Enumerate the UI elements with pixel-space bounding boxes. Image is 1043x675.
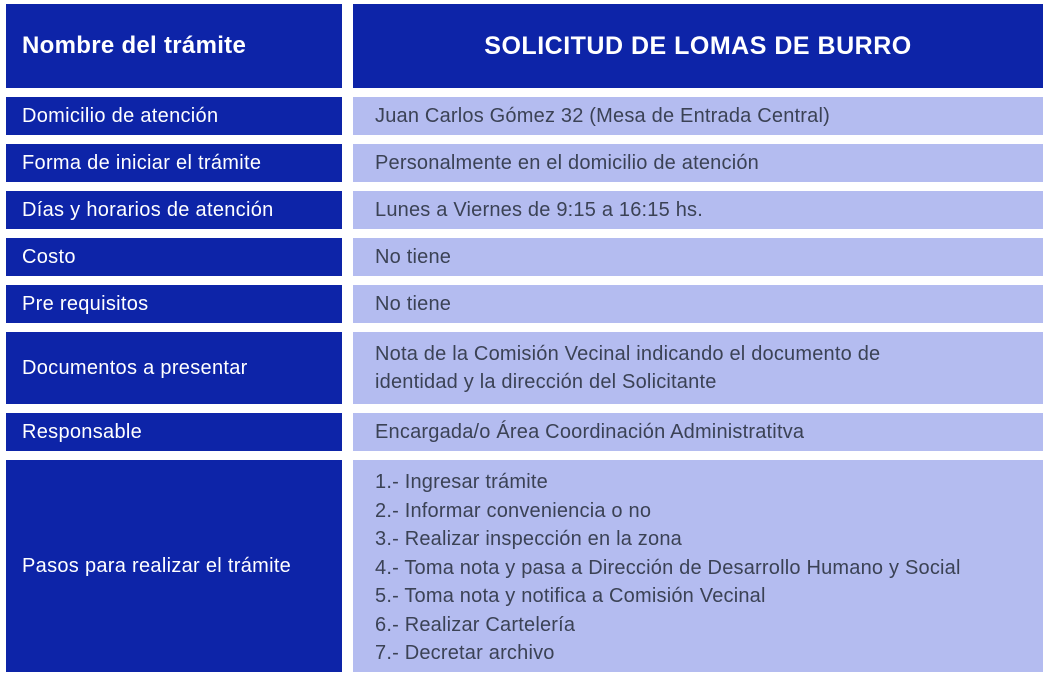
label-cell-pasos — [6, 460, 342, 672]
value-cell-documentos — [353, 332, 1043, 404]
row-value: No tiene — [375, 245, 452, 268]
value-cell-pre-requisitos — [353, 285, 1043, 323]
value-cell-responsable — [353, 413, 1043, 451]
row-value: Nota de la Comisión Vecinal indicando el documento de identidad y la dirección del Solicitante — [375, 343, 881, 393]
value-cell-pasos — [353, 460, 1043, 672]
label-cell-forma — [6, 144, 342, 182]
row-label: Costo — [22, 245, 76, 268]
row-label: Pre requisitos — [22, 292, 149, 315]
label-cell-pre-requisitos — [6, 285, 342, 323]
label-cell-responsable — [6, 413, 342, 451]
row-label: Días y horarios de atención — [22, 198, 274, 221]
row-documentos — [6, 332, 1043, 404]
step-item: 1.- Ingresar trámite — [375, 471, 548, 494]
header-row — [6, 4, 1043, 88]
row-label: Pasos para realizar el trámite — [22, 554, 292, 577]
step-item: 2.- Informar conveniencia o no — [375, 499, 652, 522]
row-domicilio-de-atencion — [6, 97, 1043, 135]
value-cell-forma — [353, 144, 1043, 182]
row-value: Encargada/o Área Coordinación Administratitva — [375, 420, 805, 443]
label-cell-dias — [6, 191, 342, 229]
row-costo — [6, 238, 1043, 276]
label-cell-domicilio — [6, 97, 342, 135]
procedure-title-cell — [353, 4, 1043, 88]
row-pasos — [6, 460, 1043, 672]
row-dias-horarios — [6, 191, 1043, 229]
row-responsable — [6, 413, 1043, 451]
row-value: No tiene — [375, 292, 452, 315]
step-item: 7.- Decretar archivo — [375, 642, 555, 665]
step-item: 5.- Toma nota y notifica a Comisión Vecinal — [375, 585, 766, 608]
procedure-name-label-cell — [6, 4, 342, 88]
row-label: Domicilio de atención — [22, 104, 219, 127]
row-value: Lunes a Viernes de 9:15 a 16:15 hs. — [375, 198, 703, 221]
value-cell-domicilio — [353, 97, 1043, 135]
step-item: 4.- Toma nota y pasa a Dirección de Desarrollo Humano y Social — [375, 556, 961, 579]
procedure-name-label: Nombre del trámite — [22, 32, 247, 59]
row-label: Forma de iniciar el trámite — [22, 151, 262, 174]
step-item: 6.- Realizar Cartelería — [375, 613, 576, 636]
value-cell-dias — [353, 191, 1043, 229]
row-value: Juan Carlos Gómez 32 (Mesa de Entrada Central) — [375, 104, 830, 127]
label-cell-documentos — [6, 332, 342, 404]
row-label: Documentos a presentar — [22, 356, 248, 379]
row-value: Personalmente en el domicilio de atención — [375, 151, 759, 174]
step-item: 3.- Realizar inspección en la zona — [375, 528, 682, 551]
value-cell-costo — [353, 238, 1043, 276]
row-pre-requisitos — [6, 285, 1043, 323]
label-cell-costo — [6, 238, 342, 276]
row-forma-de-iniciar — [6, 144, 1043, 182]
procedure-title: SOLICITUD DE LOMAS DE BURRO — [484, 31, 912, 60]
row-label: Responsable — [22, 420, 143, 443]
